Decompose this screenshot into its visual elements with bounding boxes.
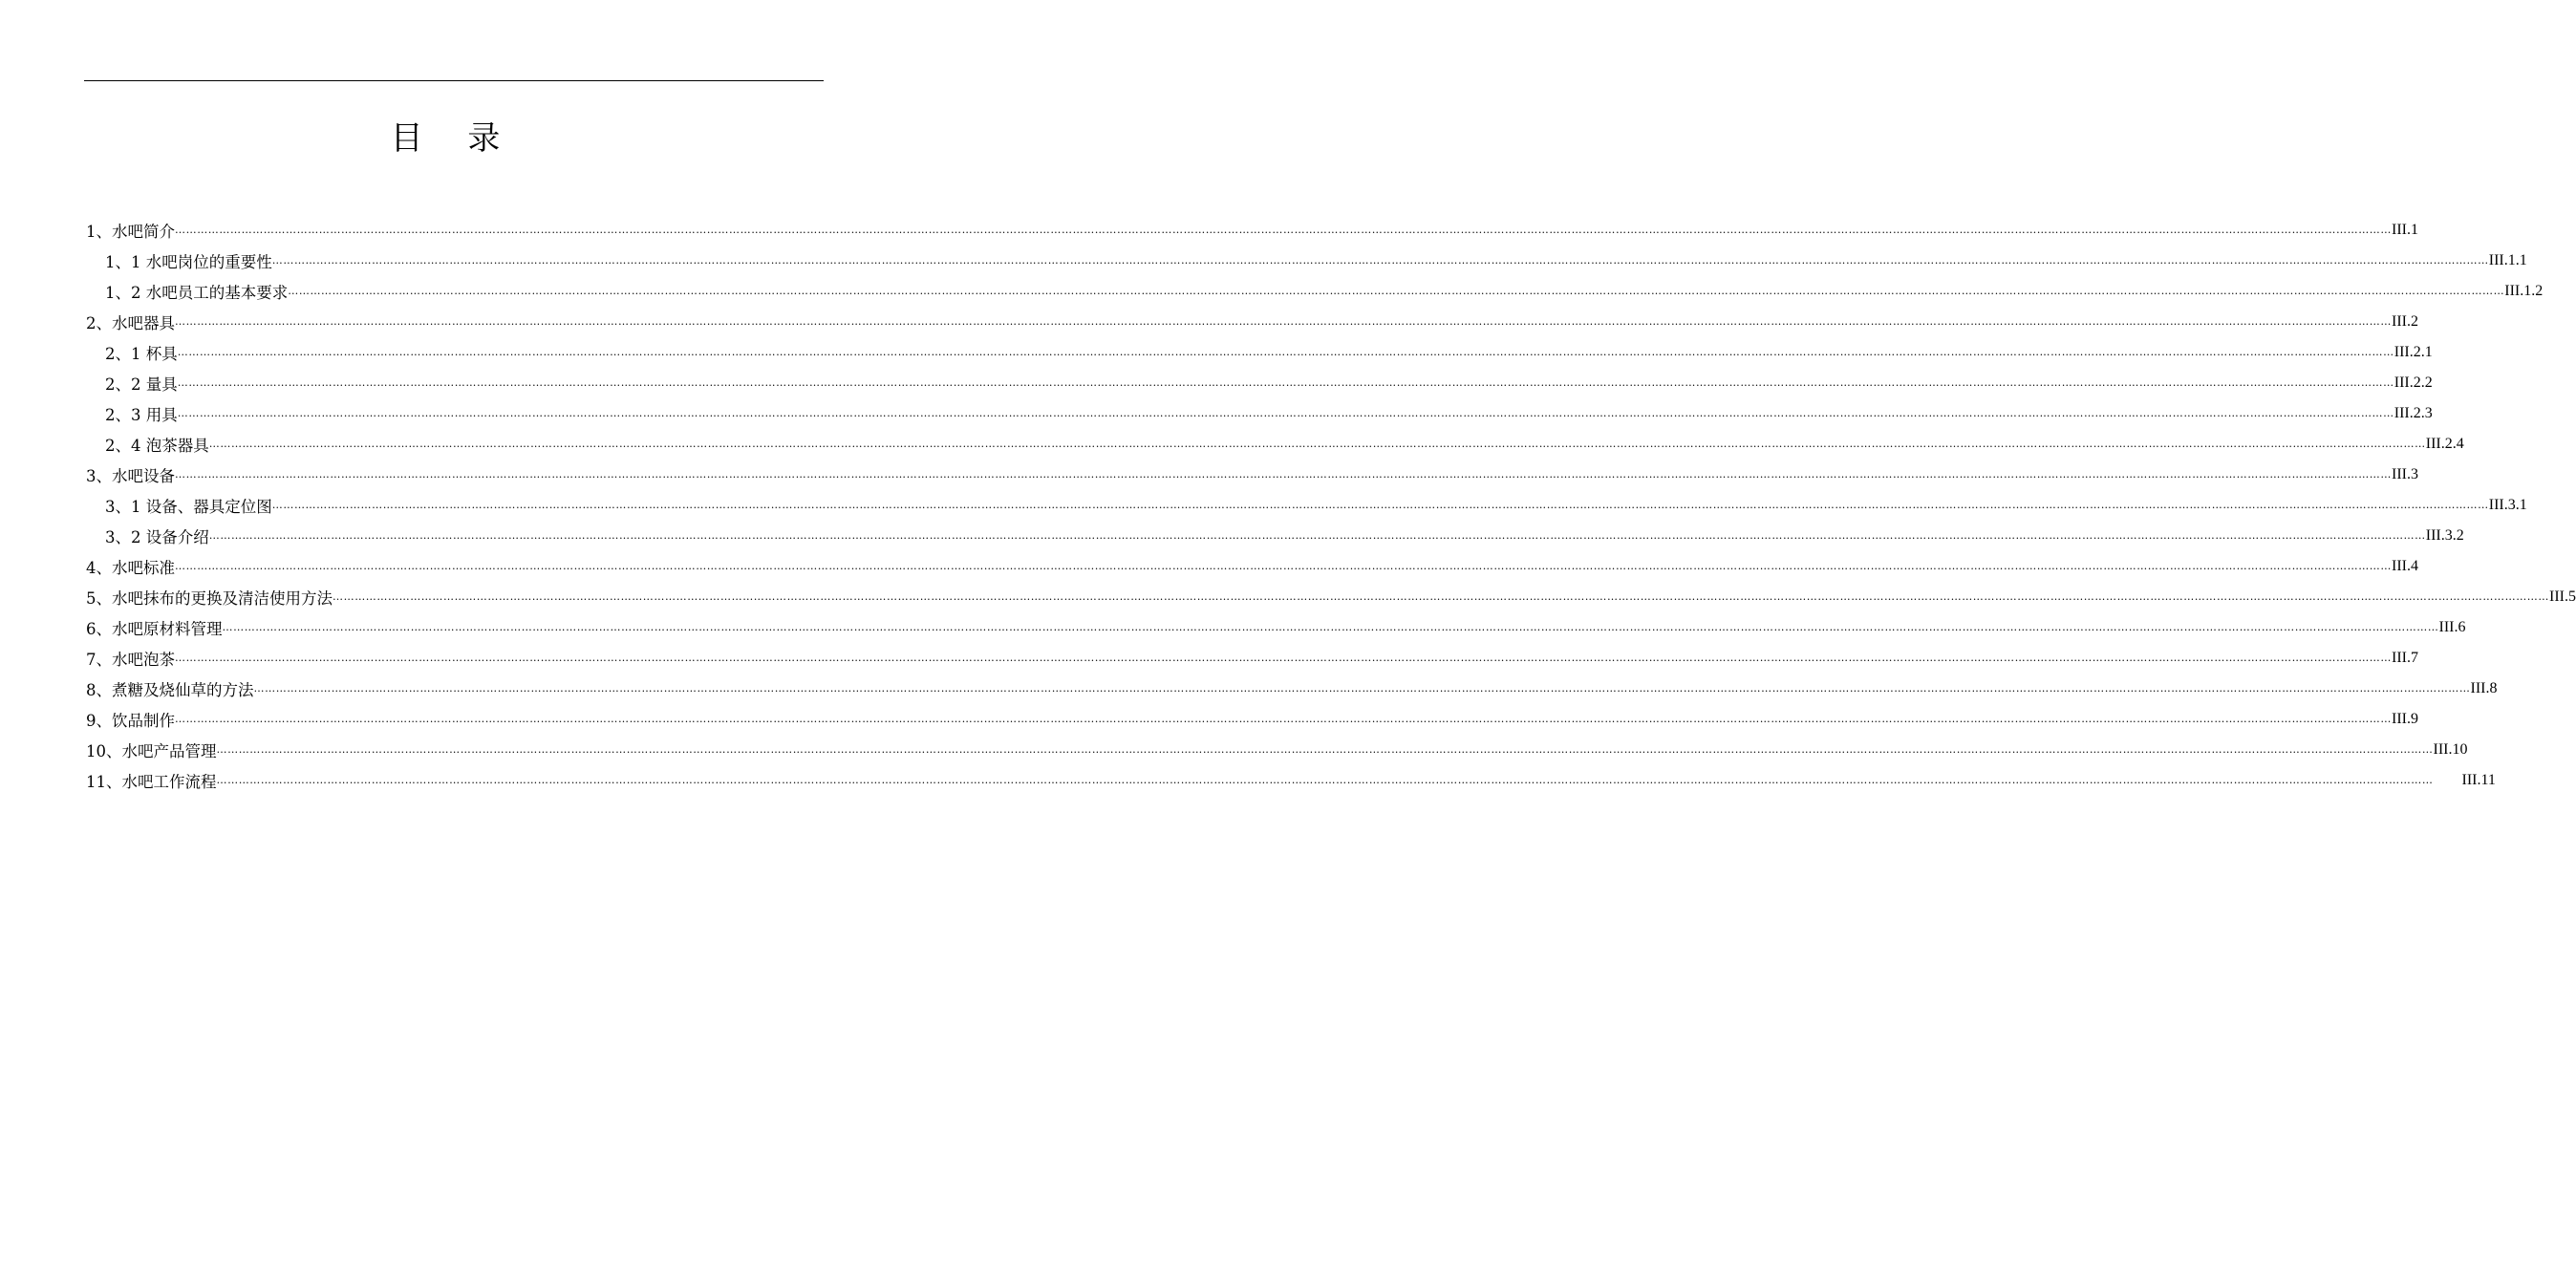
toc-leader-dots: …………………………………………………………………………………………………………………………………………………………………………………………………………………………………………………………………………………………………………………………………………………………………………………………………………………………………………………………………………………………………………………………………………………… <box>175 713 2392 725</box>
toc-entry-page: III.6 <box>2438 619 2466 635</box>
toc-entry-label: 4、水吧标准 <box>86 559 175 577</box>
toc-entry-label: 2、4 泡茶器具 <box>105 437 209 455</box>
toc-entry-page: III.2.3 <box>2394 405 2433 421</box>
toc-entry-label: 6、水吧原材料管理 <box>86 620 223 638</box>
toc-entry-page: III.2 <box>2392 313 2418 330</box>
toc-entry[interactable] <box>86 337 2433 368</box>
toc-entry-label: 1、水吧简介 <box>86 223 175 241</box>
toc-entry[interactable] <box>86 307 2418 337</box>
toc-entry-page: III.7 <box>2392 650 2418 666</box>
page-title: 目 录 <box>390 119 518 158</box>
toc-entry[interactable] <box>86 735 2468 765</box>
toc-entry[interactable] <box>86 521 2464 551</box>
toc-entry-page: III.2.4 <box>2425 436 2464 452</box>
toc-leader-dots: …………………………………………………………………………………………………………………………………………………………………………………………………………………………………………………………………………………………………………………………………………………………………………………………………………………………………………………………………………………………………………………………………………………… <box>175 224 2392 236</box>
toc-entry[interactable] <box>86 674 2498 704</box>
toc-entry-page: III.3.1 <box>2488 497 2527 513</box>
toc-leader-dots: …………………………………………………………………………………………………………………………………………………………………………………………………………………………………………………………………………………………………………………………………………………………………………………………………………………………………………………………………………………………………………………………………………………… <box>208 529 2426 542</box>
toc-entry-label: 2、1 杯具 <box>105 345 178 363</box>
toc-entry[interactable] <box>86 215 2418 246</box>
toc-entry-page: III.1.2 <box>2504 283 2544 299</box>
toc-leader-dots: …………………………………………………………………………………………………………………………………………………………………………………………………………………………………………………………………………………………………………………………………………………………………………………………………………………………………………………………………………………………………………………………………………………… <box>222 621 2439 633</box>
toc-entry-label: 3、2 设备介绍 <box>105 528 209 546</box>
toc-entry-page: III.3.2 <box>2425 527 2464 544</box>
toc-entry-page: III.1.1 <box>2488 252 2527 268</box>
toc-leader-dots: …………………………………………………………………………………………………………………………………………………………………………………………………………………………………………………………………………………………………………………………………………………………………………………………………………………………………………………………………………………………………………………………………………………… <box>177 346 2394 358</box>
toc-entry[interactable] <box>86 582 2576 612</box>
toc-leader-dots: …………………………………………………………………………………………………………………………………………………………………………………………………………………………………………………………………………………………………………………………………………………………………………………………………………………………………………………………………………………………………………………………………………………… <box>175 315 2392 328</box>
toc-leader-dots: …………………………………………………………………………………………………………………………………………………………………………………………………………………………………………………………………………………………………………………………………………………………………………………………………………………………………………………………………………………………………………………………………………………… <box>177 376 2394 389</box>
toc-entry-label: 2、2 量具 <box>105 375 178 394</box>
toc-leader-dots: …………………………………………………………………………………………………………………………………………………………………………………………………………………………………………………………………………………………………………………………………………………………………………………………………………………………………………………………………………………………………………………………………………………… <box>333 590 2549 603</box>
table-of-contents <box>86 215 2576 796</box>
toc-entry[interactable] <box>86 490 2527 521</box>
toc-entry-page: III.10 <box>2433 741 2468 758</box>
toc-entry-label: 3、水吧设备 <box>86 467 175 485</box>
toc-entry-page: III.1 <box>2392 222 2418 238</box>
toc-entry[interactable] <box>86 612 2466 643</box>
toc-entry-label: 5、水吧抹布的更换及清洁使用方法 <box>86 589 333 608</box>
toc-entry-label: 8、煮糖及烧仙草的方法 <box>86 681 254 699</box>
toc-entry-page: III.2.2 <box>2394 374 2433 391</box>
toc-entry[interactable] <box>86 429 2464 460</box>
toc-leader-dots: …………………………………………………………………………………………………………………………………………………………………………………………………………………………………………………………………………………………………………………………………………………………………………………………………………………………………………………………………………………………………………………………………………………… <box>216 774 2434 786</box>
toc-entry-label: 1、2 水吧员工的基本要求 <box>105 284 289 302</box>
toc-leader-dots: …………………………………………………………………………………………………………………………………………………………………………………………………………………………………………………………………………………………………………………………………………………………………………………………………………………………………………………………………………………………………………………………………………………… <box>177 407 2394 419</box>
toc-leader-dots: …………………………………………………………………………………………………………………………………………………………………………………………………………………………………………………………………………………………………………………………………………………………………………………………………………………………………………………………………………………………………………………………………………………… <box>175 468 2392 481</box>
toc-entry-label: 1、1 水吧岗位的重要性 <box>105 253 272 271</box>
toc-entry-page: III.11 <box>2461 772 2496 788</box>
toc-entry-page: III.3 <box>2392 466 2418 482</box>
toc-entry[interactable] <box>86 765 2496 796</box>
toc-entry-label: 3、1 设备、器具定位图 <box>105 498 272 516</box>
toc-entry[interactable] <box>86 398 2433 429</box>
toc-entry-page: III.8 <box>2470 680 2498 696</box>
toc-entry[interactable] <box>86 368 2433 398</box>
toc-entry-label: 10、水吧产品管理 <box>86 742 217 760</box>
toc-leader-dots: …………………………………………………………………………………………………………………………………………………………………………………………………………………………………………………………………………………………………………………………………………………………………………………………………………………………………………………………………………………………………………………………………………………… <box>253 682 2471 695</box>
toc-entry[interactable] <box>86 551 2418 582</box>
header-rule <box>84 80 824 81</box>
toc-entry-label: 2、水吧器具 <box>86 314 175 332</box>
toc-leader-dots: …………………………………………………………………………………………………………………………………………………………………………………………………………………………………………………………………………………………………………………………………………………………………………………………………………………………………………………………………………………………………………………………………………………… <box>216 743 2434 756</box>
toc-entry[interactable] <box>86 276 2544 307</box>
toc-entry-page: III.4 <box>2392 558 2418 574</box>
toc-entry-page: III.2.1 <box>2394 344 2433 360</box>
toc-leader-dots: …………………………………………………………………………………………………………………………………………………………………………………………………………………………………………………………………………………………………………………………………………………………………………………………………………………………………………………………………………………………………………………………………………………… <box>208 438 2426 450</box>
toc-entry[interactable] <box>86 643 2418 674</box>
toc-entry-label: 9、饮品制作 <box>86 712 175 730</box>
toc-leader-dots: …………………………………………………………………………………………………………………………………………………………………………………………………………………………………………………………………………………………………………………………………………………………………………………………………………………………………………………………………………………………………………………………………………………… <box>271 254 2489 267</box>
toc-leader-dots: …………………………………………………………………………………………………………………………………………………………………………………………………………………………………………………………………………………………………………………………………………………………………………………………………………………………………………………………………………………………………………………………………………………… <box>175 560 2392 572</box>
toc-entry[interactable] <box>86 460 2418 490</box>
toc-entry[interactable] <box>86 704 2418 735</box>
toc-entry-label: 7、水吧泡茶 <box>86 651 175 669</box>
toc-leader-dots: …………………………………………………………………………………………………………………………………………………………………………………………………………………………………………………………………………………………………………………………………………………………………………………………………………………………………………………………………………………………………………………………………………………… <box>271 499 2489 511</box>
toc-entry-label: 2、3 用具 <box>105 406 178 424</box>
toc-entry-page: III.5 <box>2549 588 2576 605</box>
toc-entry-page: III.9 <box>2392 711 2418 727</box>
toc-leader-dots: …………………………………………………………………………………………………………………………………………………………………………………………………………………………………………………………………………………………………………………………………………………………………………………………………………………………………………………………………………………………………………………………………………………… <box>175 652 2392 664</box>
toc-leader-dots: …………………………………………………………………………………………………………………………………………………………………………………………………………………………………………………………………………………………………………………………………………………………………………………………………………………………………………………………………………………………………………………………………………………… <box>288 285 2505 297</box>
toc-entry[interactable] <box>86 246 2527 276</box>
toc-entry-label: 11、水吧工作流程 <box>86 773 217 791</box>
